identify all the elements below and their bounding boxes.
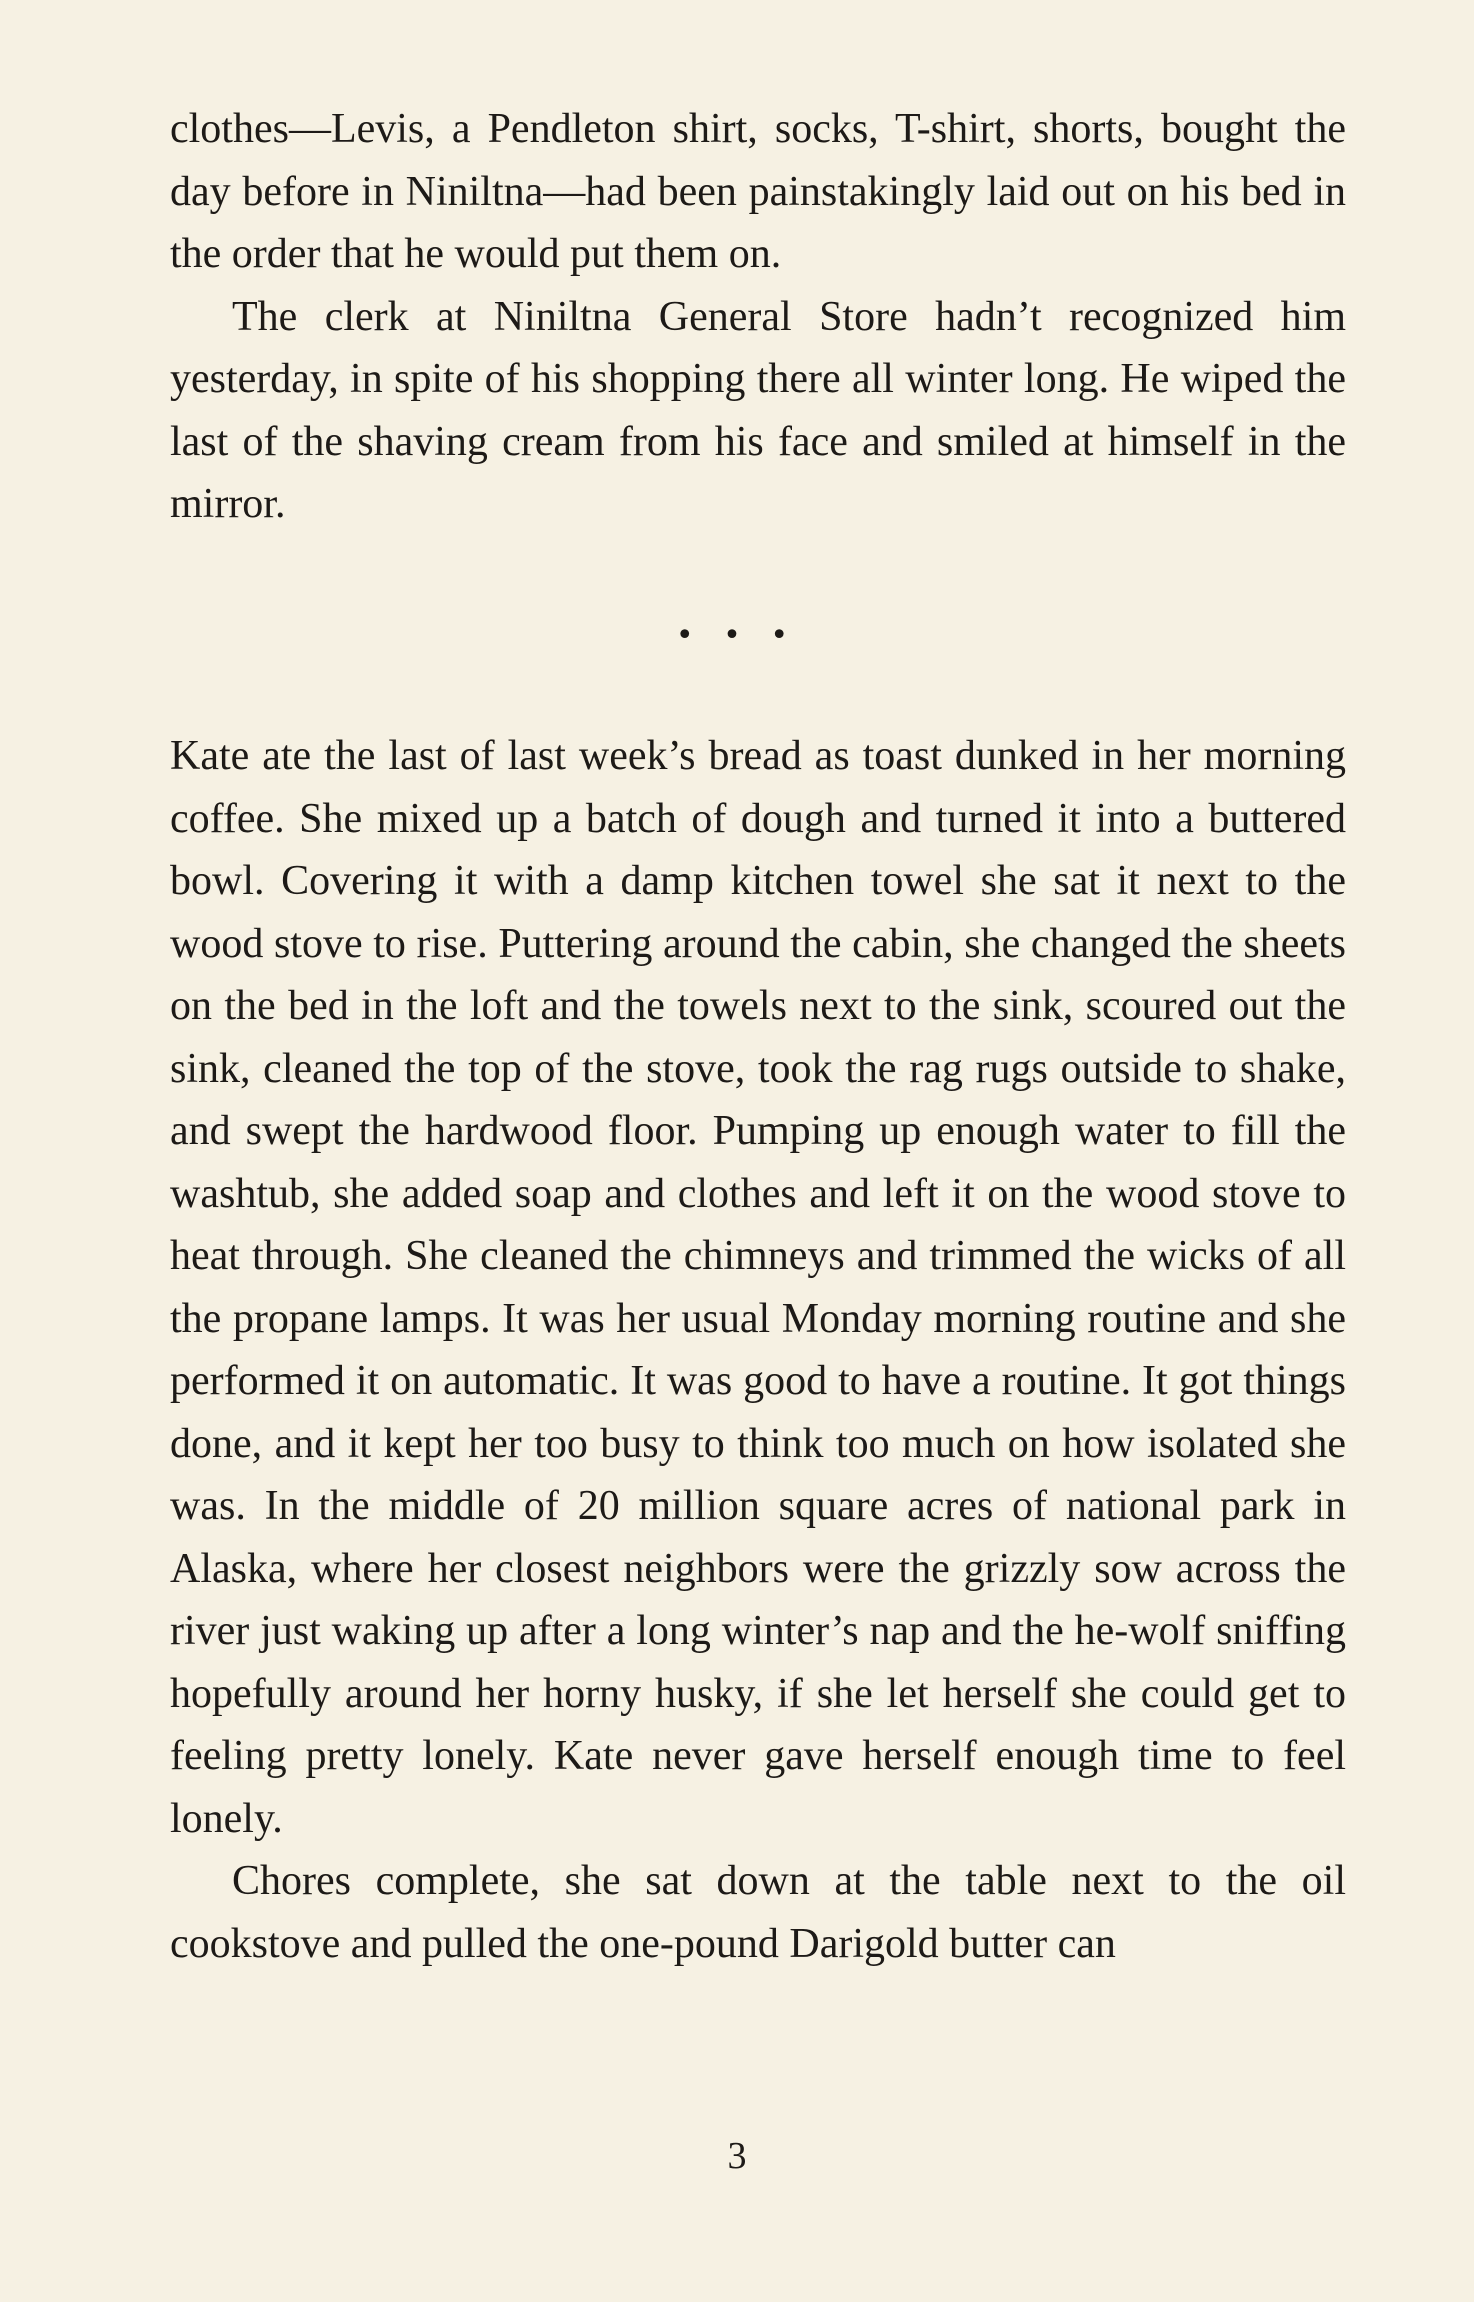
paragraph-chores-complete: Chores complete, she sat down at the table next to the oil cookstove and pulled the one-pound Darigold butter can [170, 1858, 1346, 1967]
text-section-main [170, 725, 1346, 1975]
page-number: 3 [727, 2135, 747, 2177]
paragraph-continued: clothes—Levis, a Pendleton shirt, socks, T-shirt, shorts, bought the day before in Niniltna—had been painstakingly laid out on his bed in the order that he would put them on. [170, 106, 1346, 277]
paragraph-clerk: The clerk at Niniltna General Store hadn’t recognized him yesterday, in spite of his shopping there all winter long. He wiped the last of the shaving cream from his face and smiled at himself in the mirror. [170, 293, 1346, 527]
text-section-top [170, 98, 1346, 536]
paragraph-kate-routine: Kate ate the last of last week’s bread as toast dunked in her morning coffee. She mixed up a batch of dough and turned it into a buttered bowl. Covering it with a damp kitchen towel she sat it next to the wood stove to rise. Puttering around the cabin, she changed the sheets on the bed in the loft and the towels next to the sink, scoured out the sink, cleaned the top of the stove, took the rag rugs outside to shake, and swept the hardwood floor. Pumping up enough water to fill the washtub, she added soap and clothes and left it on the wood stove to heat through. She cleaned the chimneys and trimmed the wicks of all the propane lamps. It was her usual Monday morning routine and she performed it on automatic. It was good to have a routine. It got things done, and it kept her too busy to think too much on how isolated she was. In the middle of 20 million square acres of national park in Alaska, where her closest neighbors were the grizzly sow across the river just waking up after a long winter’s nap and the he-wolf sniffing hopefully around her horny husky, if she let herself she could get to feeling pretty lonely. Kate never gave herself enough time to feel lonely. [170, 733, 1346, 1842]
section-break-dots: • • • [675, 618, 799, 653]
